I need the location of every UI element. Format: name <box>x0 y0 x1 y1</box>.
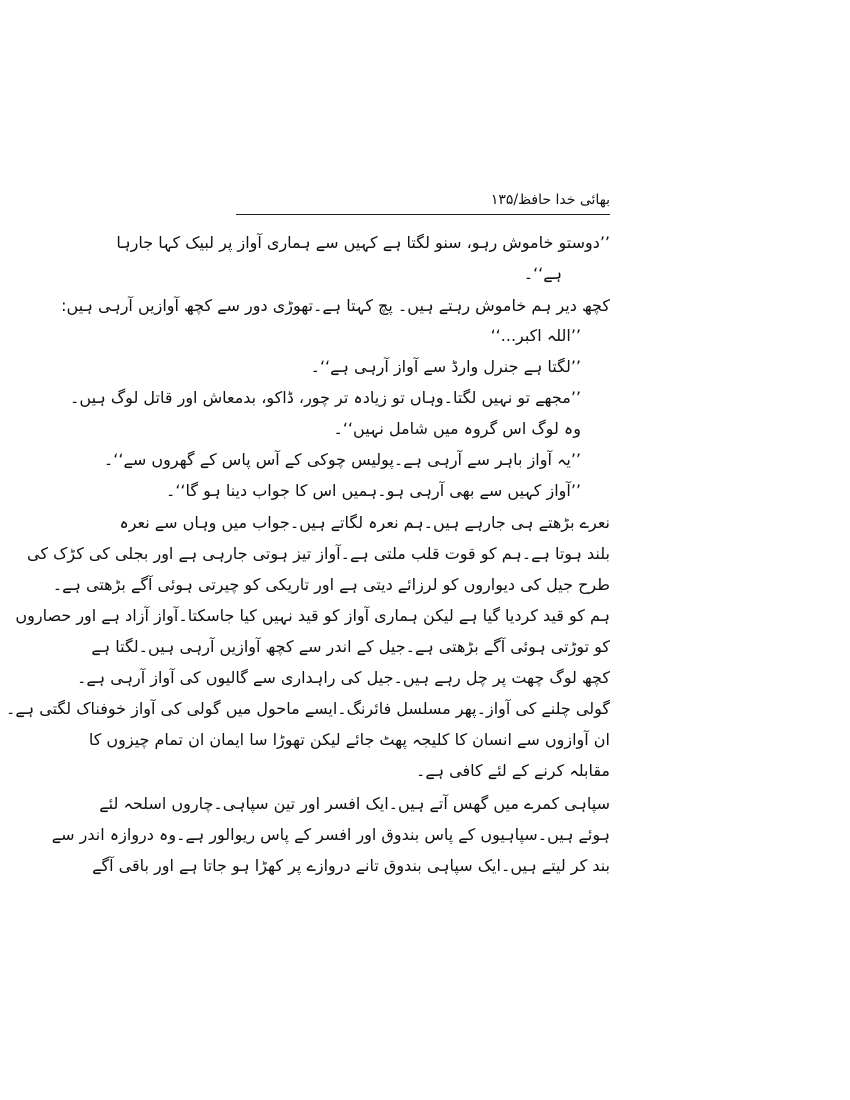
dialogue-line: ’’دوستو خاموش رہو، سنو لگتا ہے کہیں سے ہماری آواز پر لبیک کہا جارہا <box>116 233 610 252</box>
paragraph-line: ان آوازوں سے انسان کا کلیجہ پھٹ جائے لیکن تھوڑا سا ایمان ان تمام چیزوں کا <box>88 730 610 749</box>
running-header: بھائی خدا حافظ/۱۳۵ <box>490 192 610 208</box>
paragraph-line: کو توڑتی ہوئی آگے بڑھتی ہے۔جیل کے اندر سے کچھ آوازیں آرہی ہیں۔لگتا ہے <box>91 637 610 656</box>
dialogue-line: ’’یہ آواز باہر سے آرہی ہے۔پولیس چوکی کے آس پاس کے گھروں سے‘‘۔ <box>103 450 581 469</box>
page-header <box>236 186 610 214</box>
header-rule <box>236 214 610 215</box>
dialogue-line: ’’آواز کہیں سے بھی آرہی ہو۔ہمیں اس کا جواب دینا ہو گا‘‘۔ <box>165 481 581 500</box>
paragraph-line: طرح جیل کی دیواروں کو لرزائے دیتی ہے اور تاریکی کو چیرتی ہوئی آگے بڑھتی ہے۔ <box>52 575 610 594</box>
dialogue-line: ’’اللہ اکبر...‘‘ <box>490 326 581 345</box>
dialogue-line: کچھ دیر ہم خاموش رہتے ہیں۔ پچ کہتا ہے۔تھوڑی دور سے کچھ آوازیں آرہی ہیں: <box>61 296 610 315</box>
paragraph-line: ہم کو قید کردیا گیا ہے لیکن ہماری آواز کو قید نہیں کیا جاسکتا۔آواز آزاد ہے اور حصاروں <box>15 606 610 625</box>
paragraph-line: ہوئے ہیں۔سپاہیوں کے پاس بندوق اور افسر کے پاس ریوالور ہے۔وہ دروازہ اندر سے <box>51 825 610 844</box>
dialogue-line: ہے‘‘۔ <box>523 264 562 283</box>
dialogue-line: ’’لگتا ہے جنرل وارڈ سے آواز آرہی ہے‘‘۔ <box>310 357 581 376</box>
paragraph-line: مقابلہ کرنے کے لئے کافی ہے۔ <box>415 761 610 780</box>
paragraph-line: گولی چلنے کی آواز۔پھر مسلسل فائرنگ۔ایسے ماحول میں گولی کی آواز خوفناک لگتی ہے۔ <box>6 699 610 718</box>
paragraph-line: کچھ لوگ چھت پر چل رہے ہیں۔جیل کی راہداری سے گالیوں کی آواز آرہی ہے۔ <box>77 668 610 687</box>
paragraph-line: بلند ہوتا ہے۔ہم کو قوت قلب ملتی ہے۔آواز تیز ہوتی جارہی ہے اور بجلی کی کڑک کی <box>27 544 610 563</box>
paragraph-line: نعرے بڑھتے ہی جارہے ہیں۔ہم نعرہ لگاتے ہیں۔جواب میں وہاں سے نعرہ <box>119 513 610 532</box>
dialogue-line: وہ لوگ اس گروہ میں شامل نہیں‘‘۔ <box>333 419 581 438</box>
paragraph-line: سپاہی کمرے میں گھس آتے ہیں۔ایک افسر اور تین سپاہی۔چاروں اسلحہ لئے <box>99 794 610 813</box>
dialogue-line: ’’مجھے تو نہیں لگتا۔وہاں تو زیادہ تر چور، ڈاکو، بدمعاش اور قاتل لوگ ہیں۔ <box>70 388 581 407</box>
paragraph-line: بند کر لیتے ہیں۔ایک سپاہی بندوق تانے دروازے پر کھڑا ہو جاتا ہے اور باقی آگے <box>92 856 610 875</box>
